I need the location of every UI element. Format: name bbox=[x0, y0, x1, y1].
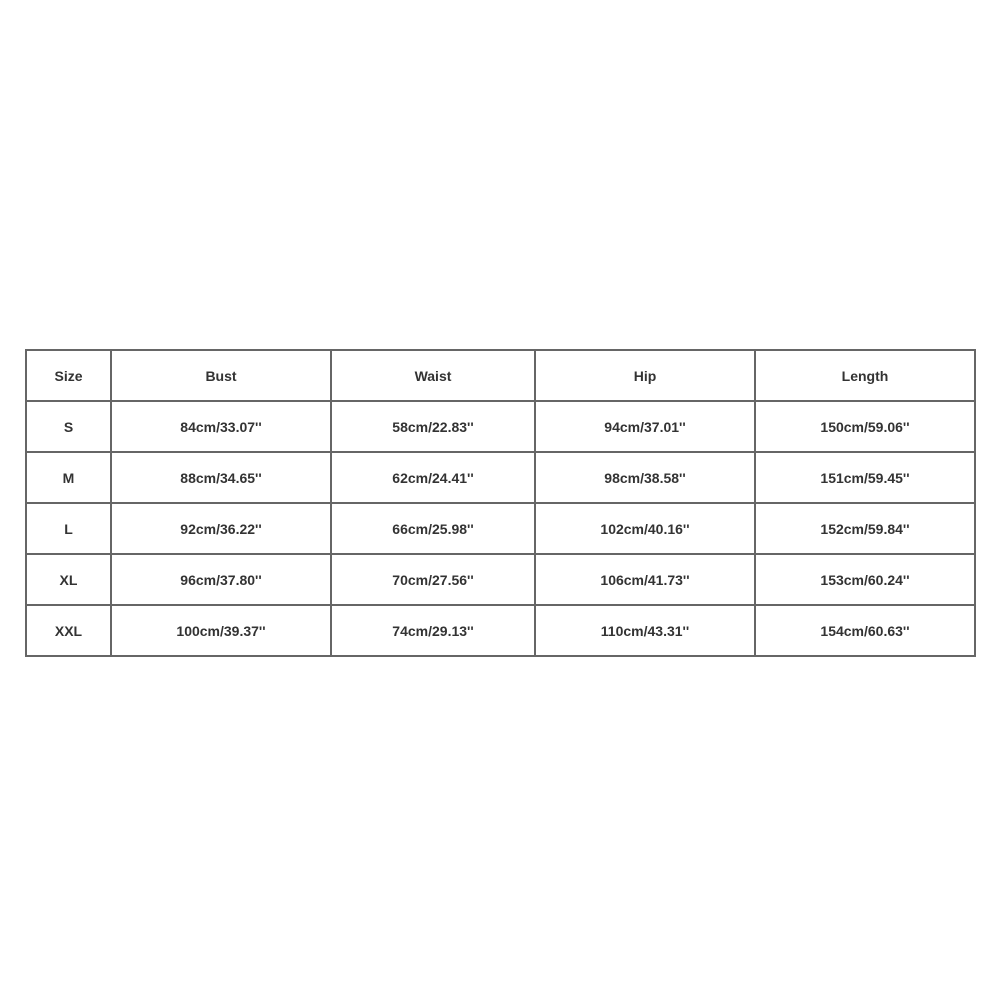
cell-hip: 110cm/43.31'' bbox=[535, 605, 755, 656]
cell-size: XXL bbox=[26, 605, 111, 656]
cell-hip: 102cm/40.16'' bbox=[535, 503, 755, 554]
cell-hip: 106cm/41.73'' bbox=[535, 554, 755, 605]
header-hip: Hip bbox=[535, 350, 755, 401]
cell-hip: 94cm/37.01'' bbox=[535, 401, 755, 452]
cell-size: S bbox=[26, 401, 111, 452]
table-row bbox=[26, 503, 975, 554]
cell-bust: 84cm/33.07'' bbox=[111, 401, 331, 452]
cell-length: 153cm/60.24'' bbox=[755, 554, 975, 605]
cell-bust: 92cm/36.22'' bbox=[111, 503, 331, 554]
header-length: Length bbox=[755, 350, 975, 401]
cell-waist: 70cm/27.56'' bbox=[331, 554, 535, 605]
cell-waist: 62cm/24.41'' bbox=[331, 452, 535, 503]
cell-hip: 98cm/38.58'' bbox=[535, 452, 755, 503]
header-waist: Waist bbox=[331, 350, 535, 401]
header-size: Size bbox=[26, 350, 111, 401]
cell-length: 150cm/59.06'' bbox=[755, 401, 975, 452]
cell-length: 152cm/59.84'' bbox=[755, 503, 975, 554]
cell-size: L bbox=[26, 503, 111, 554]
header-bust: Bust bbox=[111, 350, 331, 401]
cell-bust: 88cm/34.65'' bbox=[111, 452, 331, 503]
table-row bbox=[26, 554, 975, 605]
cell-bust: 100cm/39.37'' bbox=[111, 605, 331, 656]
table-header-row bbox=[26, 350, 975, 401]
table-row bbox=[26, 401, 975, 452]
cell-waist: 74cm/29.13'' bbox=[331, 605, 535, 656]
cell-length: 151cm/59.45'' bbox=[755, 452, 975, 503]
table-row bbox=[26, 452, 975, 503]
cell-size: M bbox=[26, 452, 111, 503]
table-row bbox=[26, 605, 975, 656]
cell-length: 154cm/60.63'' bbox=[755, 605, 975, 656]
cell-bust: 96cm/37.80'' bbox=[111, 554, 331, 605]
cell-size: XL bbox=[26, 554, 111, 605]
cell-waist: 66cm/25.98'' bbox=[331, 503, 535, 554]
cell-waist: 58cm/22.83'' bbox=[331, 401, 535, 452]
size-chart-table bbox=[25, 349, 976, 657]
